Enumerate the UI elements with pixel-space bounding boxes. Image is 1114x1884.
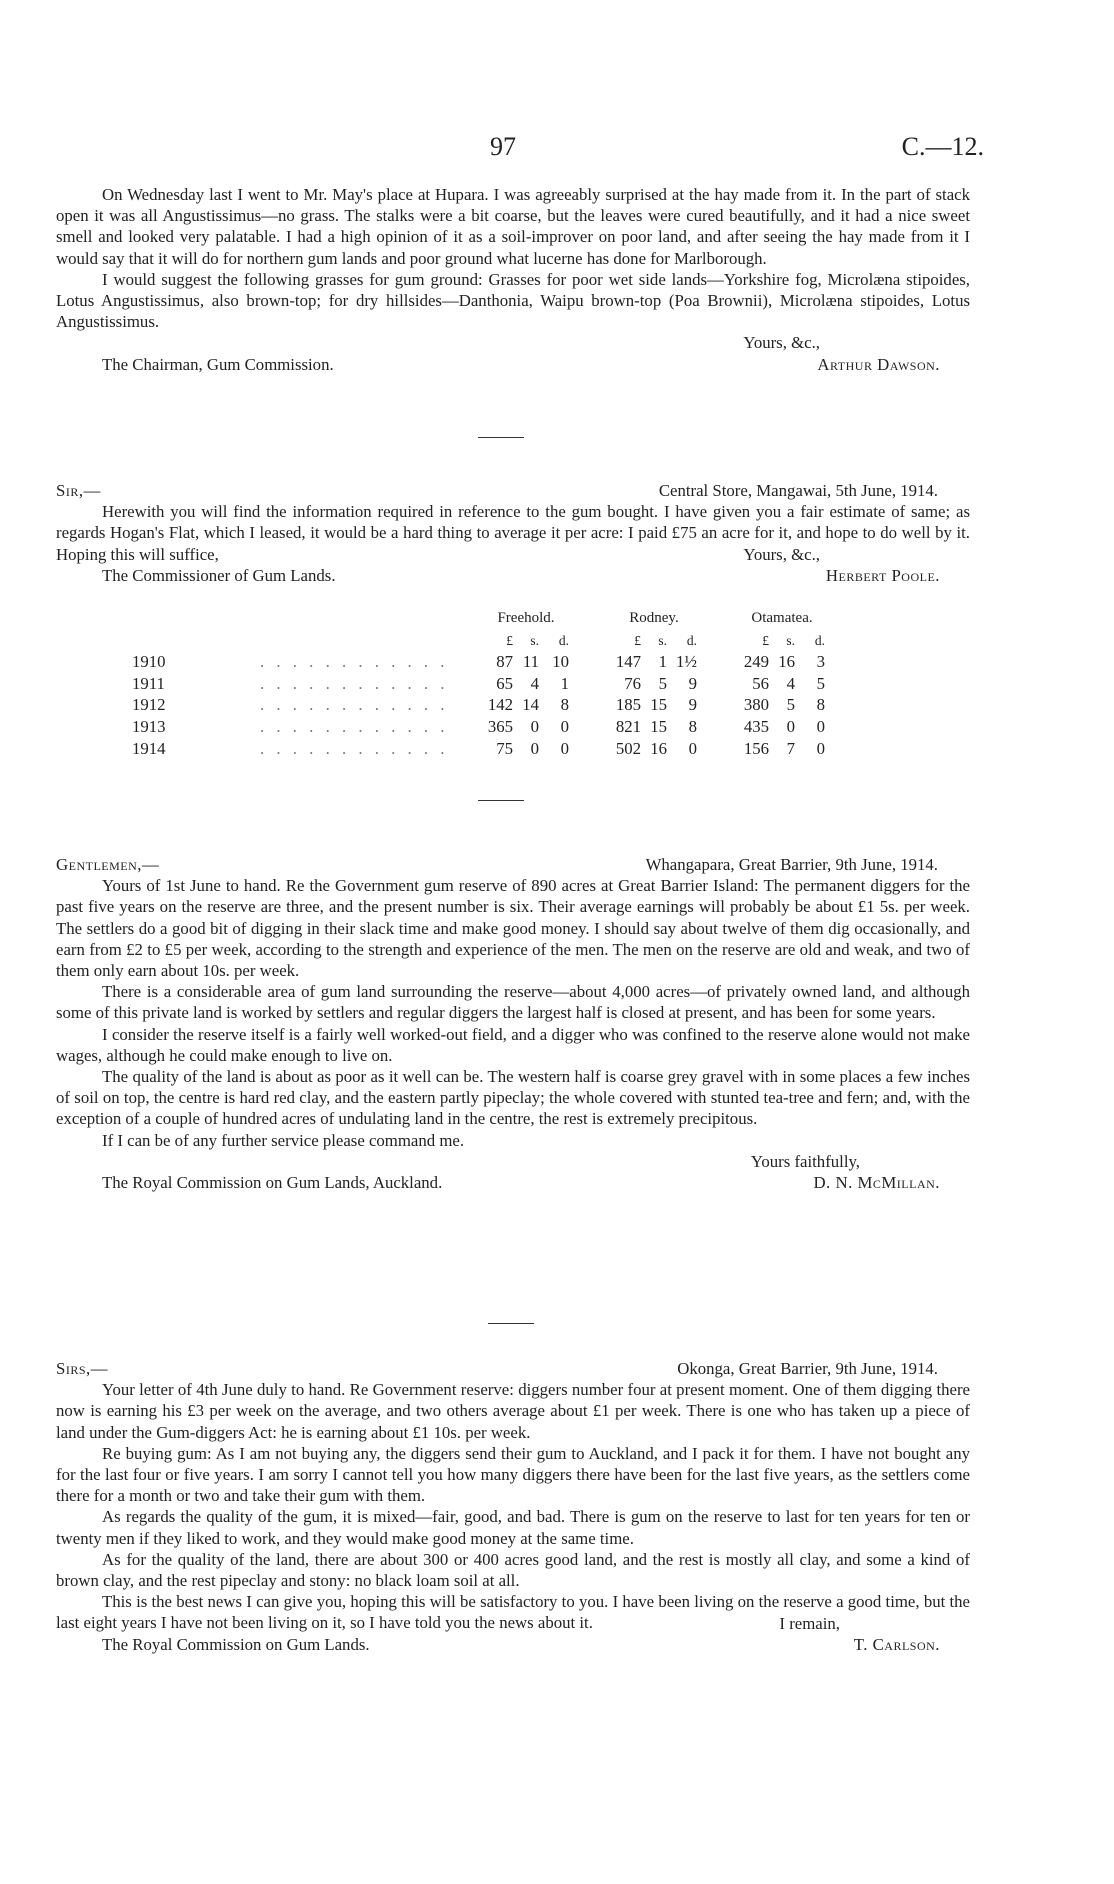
amount-cell: 7 xyxy=(786,738,795,758)
addressee: The Royal Commission on Gum Lands. xyxy=(102,1634,370,1654)
column-gap xyxy=(697,673,739,695)
paragraph: Your letter of 4th June duly to hand. Re Government reserve: diggers number four at present moment. One of them digging there now is earning his £3 per week on the average, and two others average about £1 per week. There is one who has taken up a piece of land under the Gum-diggers Act: he is earning about £1 10s. per week. xyxy=(56,1380,970,1442)
letter-heading xyxy=(56,1358,970,1379)
amount-cell: 249 xyxy=(743,652,769,672)
amount-cell: 9 xyxy=(688,695,697,715)
address-line: Central Store, Mangawai, 5th June, 1914. xyxy=(658,481,938,500)
amount-cell: 4 xyxy=(786,673,795,693)
signature: D. N. McMillan. xyxy=(813,1173,940,1193)
section-divider xyxy=(488,1323,534,1324)
column-gap xyxy=(569,738,611,760)
amount-cell: 1 xyxy=(560,673,569,693)
closing: I remain, xyxy=(779,1613,840,1633)
amount-cell: 365 xyxy=(487,716,513,736)
unit-label: d. xyxy=(686,632,697,648)
year-cell: 1913 xyxy=(132,716,166,736)
amount-cell: 15 xyxy=(650,716,667,736)
amount-cell: 65 xyxy=(496,673,513,693)
leader-dots: . . . . . . . . . . . . xyxy=(260,652,449,672)
column-header: Freehold. xyxy=(497,610,555,626)
amount-cell: 185 xyxy=(615,695,641,715)
table-row xyxy=(132,738,825,760)
amount-cell: 0 xyxy=(816,716,825,736)
amount-cell: 0 xyxy=(560,716,569,736)
page-number: 97 xyxy=(490,132,516,161)
addressee: The Chairman, Gum Commission. xyxy=(102,354,334,374)
year-cell: 1912 xyxy=(132,695,166,715)
amount-cell: 156 xyxy=(743,738,769,758)
column-header: Otamatea. xyxy=(751,610,813,626)
closing: Yours faithfully, xyxy=(750,1151,860,1171)
unit-label: £ xyxy=(634,632,641,648)
unit-label: d. xyxy=(814,632,825,648)
table-row xyxy=(132,716,825,738)
letter-carlson xyxy=(56,1358,970,1655)
unit-label: £ xyxy=(506,632,513,648)
column-gap xyxy=(697,694,739,716)
column-gap xyxy=(569,694,611,716)
paragraph: On Wednesday last I went to Mr. May's place at Hupara. I was agreeably surprised at the hay made from it. In the part of stack open it was all Angustissimus—no grass. The stalks were a bit coarse, but the leaves were cured beautifully, and it had a nice sweet smell and looked very palatable. I had a high opinion of it as a soil-improver on poor land, and after seeing the hay made from it I would say that it will do for northern gum lands and poor ground what lucerne has done for Marlborough. xyxy=(56,185,970,268)
paragraph: As regards the quality of the gum, it is mixed—fair, good, and bad. There is gum on the reserve to last for ten years for ten or twenty men if they liked to work, and they would make good money at the same time. xyxy=(56,1507,970,1548)
salutation: Gentlemen,— xyxy=(56,855,160,874)
signature: Herbert Poole. xyxy=(825,566,940,586)
unit-label: s. xyxy=(658,632,667,648)
address-line: Okonga, Great Barrier, 9th June, 1914. xyxy=(677,1359,938,1378)
amount-cell: 5 xyxy=(658,673,667,693)
signature: T. Carlson. xyxy=(853,1634,940,1654)
amount-cell: 75 xyxy=(496,738,513,758)
amount-cell: 142 xyxy=(487,695,513,715)
column-gap xyxy=(569,716,611,738)
paragraph: I consider the reserve itself is a fairly well worked-out field, and a digger who was confined to the reserve alone would not make wages, although he could make enough to live on. xyxy=(56,1024,970,1065)
amount-cell: 0 xyxy=(688,738,697,758)
amount-cell: 11 xyxy=(522,652,539,672)
amount-cell: 8 xyxy=(816,695,825,715)
leader-dots: . . . . . . . . . . . . xyxy=(260,673,449,693)
addressee: The Commissioner of Gum Lands. xyxy=(102,566,336,586)
amount-cell: 5 xyxy=(786,695,795,715)
leader-dots: . . . . . . . . . . . . xyxy=(260,695,449,715)
table-header-row xyxy=(132,608,825,630)
amount-cell: 3 xyxy=(816,652,825,672)
column-gap xyxy=(697,651,739,673)
leader-dots: . . . . . . . . . . . . xyxy=(260,716,449,736)
paragraph: Re buying gum: As I am not buying any, the diggers send their gum to Auckland, and I pack it for them. I have not bought any for the last four or five years. I am sorry I cannot tell you how many diggers there have been for the last five years, as the settlers come there for a month or two and take their gum with them. xyxy=(56,1443,970,1506)
amount-cell: 0 xyxy=(816,738,825,758)
amount-cell: 4 xyxy=(530,673,539,693)
paragraph: I would suggest the following grasses for gum ground: Grasses for poor wet side lands—Yorkshire fog, Microlæna stipoides, Lotus Angustissimus, also brown-top; for dry hillsides—Danthonia, Waipu brown-top (Poa Brownii), Microlæna stipoides, Lotus Angustissimus. xyxy=(56,269,970,332)
column-header: Rodney. xyxy=(629,610,679,626)
amount-cell: 14 xyxy=(522,695,539,715)
column-gap xyxy=(569,673,611,695)
amount-cell: 56 xyxy=(752,673,769,693)
paragraph: There is a considerable area of gum land surrounding the reserve—about 4,000 acres—of privately owned land, and although some of this private land is worked by settlers and regular diggers the largest half is closed at present, and has been for some years. xyxy=(56,982,970,1023)
amount-cell: 502 xyxy=(615,738,641,758)
amount-cell: 15 xyxy=(650,695,667,715)
section-divider xyxy=(478,800,524,801)
table-row xyxy=(132,651,825,673)
table-row xyxy=(132,694,825,716)
leader-dots: . . . . . . . . . . . . xyxy=(260,738,449,758)
letter-poole xyxy=(56,480,970,586)
table-units-row xyxy=(132,630,825,652)
amount-cell: 0 xyxy=(530,738,539,758)
amount-cell: 821 xyxy=(615,716,641,736)
amount-cell: 0 xyxy=(560,738,569,758)
amount-cell: 76 xyxy=(624,673,641,693)
column-gap xyxy=(697,738,739,760)
signature: Arthur Dawson. xyxy=(817,354,940,374)
paragraph: Herewith you will find the information required in reference to the gum bought. I have given you a fair estimate of same; as regards Hogan's Flat, which I leased, it would be a hard thing to average it per acre: I paid £75 an acre for it, and hope to do well by it. Hoping this will suffice, xyxy=(56,502,970,564)
column-gap xyxy=(569,651,611,673)
document-reference: C.—12. xyxy=(901,132,984,161)
letter-heading xyxy=(56,854,970,875)
paragraph: As for the quality of the land, there are about 300 or 400 acres good land, and the rest is mostly all clay, and some a kind of brown clay, and the rest pipeclay and stony: no black loam soil at all. xyxy=(56,1549,970,1591)
amount-cell: 16 xyxy=(778,652,795,672)
paragraph: Yours of 1st June to hand. Re the Government gum reserve of 890 acres at Great Barrier Island: The permanent diggers for the past five years on the reserve are three, and the present number is six. Their average earnings will probably be about £1 5s. per week. The settlers do a good bit of digging in their slack time and make good money. I should say about twelve of them dig occasionally, and earn from £2 to £5 per week, according to the strength and experience of the men. The men on the reserve are old and weak, and two of them only earn about 10s. per week. xyxy=(56,876,970,981)
gum-purchases-table xyxy=(132,608,825,759)
salutation: Sirs,— xyxy=(56,1359,108,1378)
amount-cell: 8 xyxy=(560,695,569,715)
amount-cell: 16 xyxy=(650,738,667,758)
signature-row xyxy=(56,1172,970,1193)
amount-cell: 0 xyxy=(530,716,539,736)
paragraph: If I can be of any further service please command me. xyxy=(102,1130,465,1150)
amount-cell: 435 xyxy=(743,716,769,736)
signature-row xyxy=(56,565,970,586)
amount-cell: 87 xyxy=(496,652,513,672)
amount-cell: 1½ xyxy=(676,652,697,672)
year-cell: 1910 xyxy=(132,652,166,672)
paragraph: This is the best news I can give you, hoping this will be satisfactory to you. I have been living on the reserve a good time, but the last eight years I have not been living on it, so I have told you the news about it. xyxy=(56,1592,970,1633)
salutation: Sir,— xyxy=(56,481,101,500)
addressee: The Royal Commission on Gum Lands, Auckland. xyxy=(102,1173,443,1193)
letter-dawson xyxy=(56,184,970,375)
address-line: Whangapara, Great Barrier, 9th June, 1914. xyxy=(645,855,938,874)
amount-cell: 8 xyxy=(688,716,697,736)
signature-row xyxy=(56,1634,970,1655)
amount-cell: 0 xyxy=(786,716,795,736)
amount-cell: 147 xyxy=(615,652,641,672)
amount-cell: 380 xyxy=(743,695,769,715)
unit-label: s. xyxy=(786,632,795,648)
letter-heading xyxy=(56,480,970,501)
unit-label: d. xyxy=(558,632,569,648)
amount-cell: 9 xyxy=(688,673,697,693)
column-gap xyxy=(697,716,739,738)
year-cell: 1914 xyxy=(132,738,166,758)
signature-row xyxy=(56,354,970,375)
closing: Yours, &c., xyxy=(743,544,820,564)
closing: Yours, &c., xyxy=(743,333,820,353)
letter-mcmillan xyxy=(56,854,970,1193)
unit-label: s. xyxy=(530,632,539,648)
table-row xyxy=(132,673,825,695)
amount-cell: 10 xyxy=(552,652,569,672)
amount-cell: 1 xyxy=(658,652,667,672)
amount-cell: 5 xyxy=(816,673,825,693)
paragraph: The quality of the land is about as poor as it well can be. The western half is coarse grey gravel with in some places a few inches of soil on top, the centre is hard red clay, and the eastern partly pipeclay; the whole covered with stunted tea-tree and fern; and, with the exception of a couple of hundred acres of undulating land in the centre, the rest is extremely precipitous. xyxy=(56,1067,970,1129)
year-cell: 1911 xyxy=(132,673,165,693)
unit-label: £ xyxy=(762,632,769,648)
section-divider xyxy=(478,437,524,438)
